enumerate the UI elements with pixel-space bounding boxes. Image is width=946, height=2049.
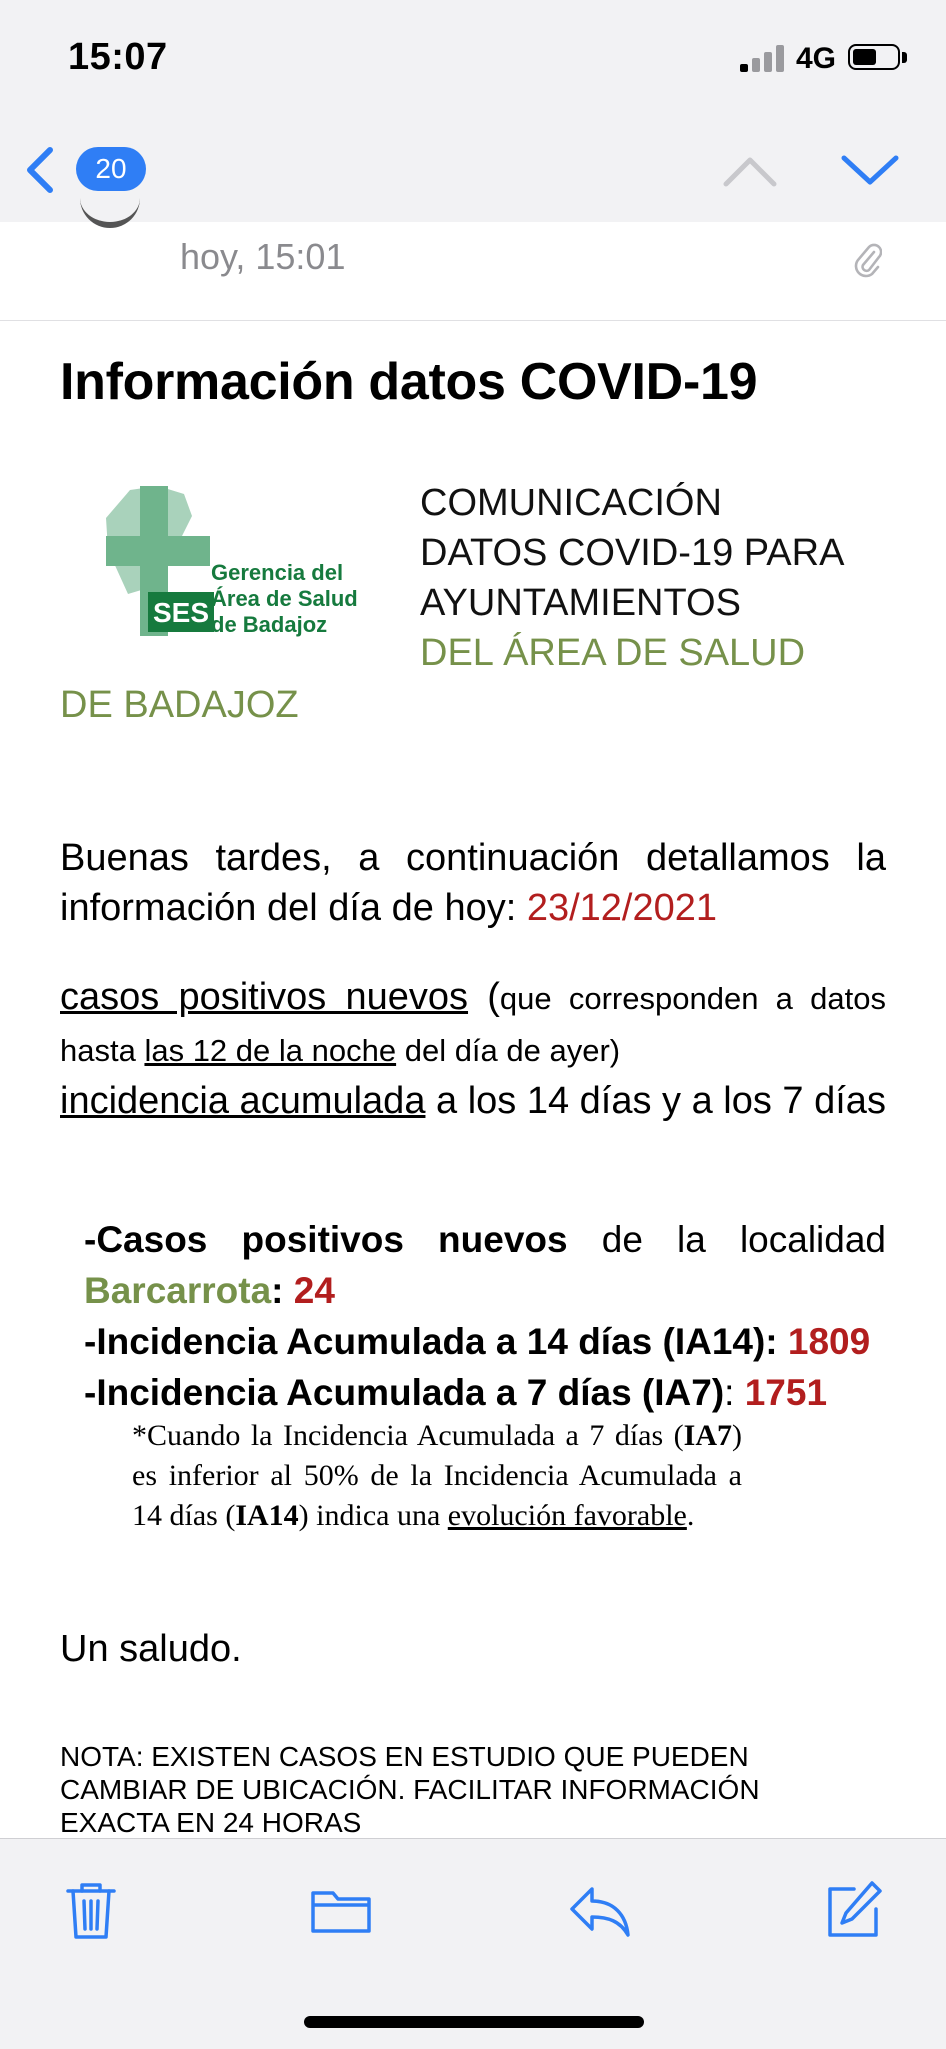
- stat-new-cases: [84, 1214, 886, 1316]
- logo-line-1: Gerencia del: [211, 560, 344, 585]
- disclaimer-note: NOTA: EXISTEN CASOS EN ESTUDIO QUE PUEDEN CAMBIAR DE UBICACIÓN. FACILITAR INFORMACIÓN EXACTA EN 24 HORAS: [60, 1741, 760, 1838]
- logo-line-3: de Badajoz: [211, 612, 328, 637]
- paren-open: (: [468, 976, 500, 1018]
- reply-icon[interactable]: [566, 1877, 632, 1943]
- paperclip-icon: [852, 238, 882, 278]
- trash-icon[interactable]: [58, 1877, 124, 1943]
- stats-block: [84, 1214, 886, 1418]
- stat-ia14: [84, 1316, 886, 1367]
- definitions-paragraph: [60, 972, 886, 1127]
- intro-text: Buenas tardes, a continuación detallamos la información del día de hoy:: [60, 837, 886, 929]
- chevron-up-icon[interactable]: [720, 148, 780, 192]
- ses-logo: [88, 476, 394, 646]
- locality-name: Barcarrota: [84, 1270, 272, 1311]
- footnote: [132, 1416, 742, 1536]
- logo-line-2: Área de Salud: [211, 586, 358, 611]
- new-cases-note-underlined: las 12 de la noche: [144, 1033, 397, 1068]
- footnote-text: ) indica una: [298, 1499, 448, 1532]
- email-subject: Información datos COVID-19: [60, 353, 758, 411]
- battery-icon: [848, 44, 900, 70]
- new-cases-term: casos positivos nuevos: [60, 976, 469, 1018]
- folder-icon[interactable]: [308, 1877, 374, 1943]
- stat-ia7: [84, 1367, 886, 1418]
- communication-heading: [420, 478, 844, 678]
- footnote-text: .: [686, 1499, 695, 1532]
- ia7-value: 1751: [744, 1372, 828, 1413]
- home-indicator: [304, 2016, 644, 2028]
- status-bar: [0, 0, 946, 120]
- footnote-underlined: evolución favorable: [447, 1499, 687, 1532]
- network-type: 4G: [796, 42, 837, 75]
- stat-text: de la localidad: [567, 1219, 887, 1260]
- footnote-text: ) es inferior al 50% de la Incidencia Acumulada a 14 días (: [132, 1419, 742, 1532]
- signal-icon: [740, 44, 786, 72]
- footnote-bold: IA7: [683, 1419, 732, 1452]
- unread-count-badge[interactable]: 20: [76, 147, 146, 191]
- logo-acronym: SES: [152, 597, 210, 628]
- stat-label: -Casos positivos nuevos: [84, 1219, 568, 1260]
- heading-line: AYUNTAMIENTOS: [420, 582, 741, 624]
- chevron-left-icon[interactable]: [18, 140, 68, 200]
- received-time: hoy, 15:01: [180, 236, 346, 277]
- new-cases-note: que corresponden a datos hasta: [60, 981, 886, 1068]
- stat-label: -Incidencia Acumulada a 14 días (IA14):: [84, 1321, 788, 1362]
- footnote-bold: IA14: [235, 1499, 299, 1532]
- heading-line: DATOS COVID-19 PARA: [420, 532, 845, 574]
- greeting: Un saludo.: [60, 1628, 242, 1670]
- heading-line: COMUNICACIÓN: [420, 482, 722, 524]
- report-date: 23/12/2021: [526, 887, 718, 929]
- incidence-rest: a los 14 días y a los 7 días: [425, 1080, 886, 1122]
- sender-avatar[interactable]: [80, 192, 140, 228]
- incidence-term: incidencia acumulada: [60, 1080, 426, 1122]
- compose-icon[interactable]: [820, 1877, 886, 1943]
- heading-line: DEL ÁREA DE SALUD: [420, 632, 806, 674]
- nav-bar: [0, 120, 946, 223]
- stat-colon: :: [271, 1270, 294, 1311]
- battery-cap: [902, 52, 907, 63]
- footnote-text: *Cuando la Incidencia Acumulada a 7 días (: [132, 1419, 684, 1452]
- status-time: 15:07: [68, 36, 168, 78]
- new-cases-note-end: del día de ayer): [396, 1033, 621, 1068]
- message-meta: [0, 222, 946, 321]
- new-cases-value: 24: [293, 1270, 335, 1311]
- stat-label: -Incidencia Acumulada a 7 días (IA7): [84, 1372, 725, 1413]
- stat-colon: :: [724, 1372, 745, 1413]
- heading-line: DE BADAJOZ: [60, 684, 299, 726]
- chevron-down-icon[interactable]: [838, 148, 902, 192]
- intro-paragraph: [60, 833, 886, 933]
- ia14-value: 1809: [787, 1321, 871, 1362]
